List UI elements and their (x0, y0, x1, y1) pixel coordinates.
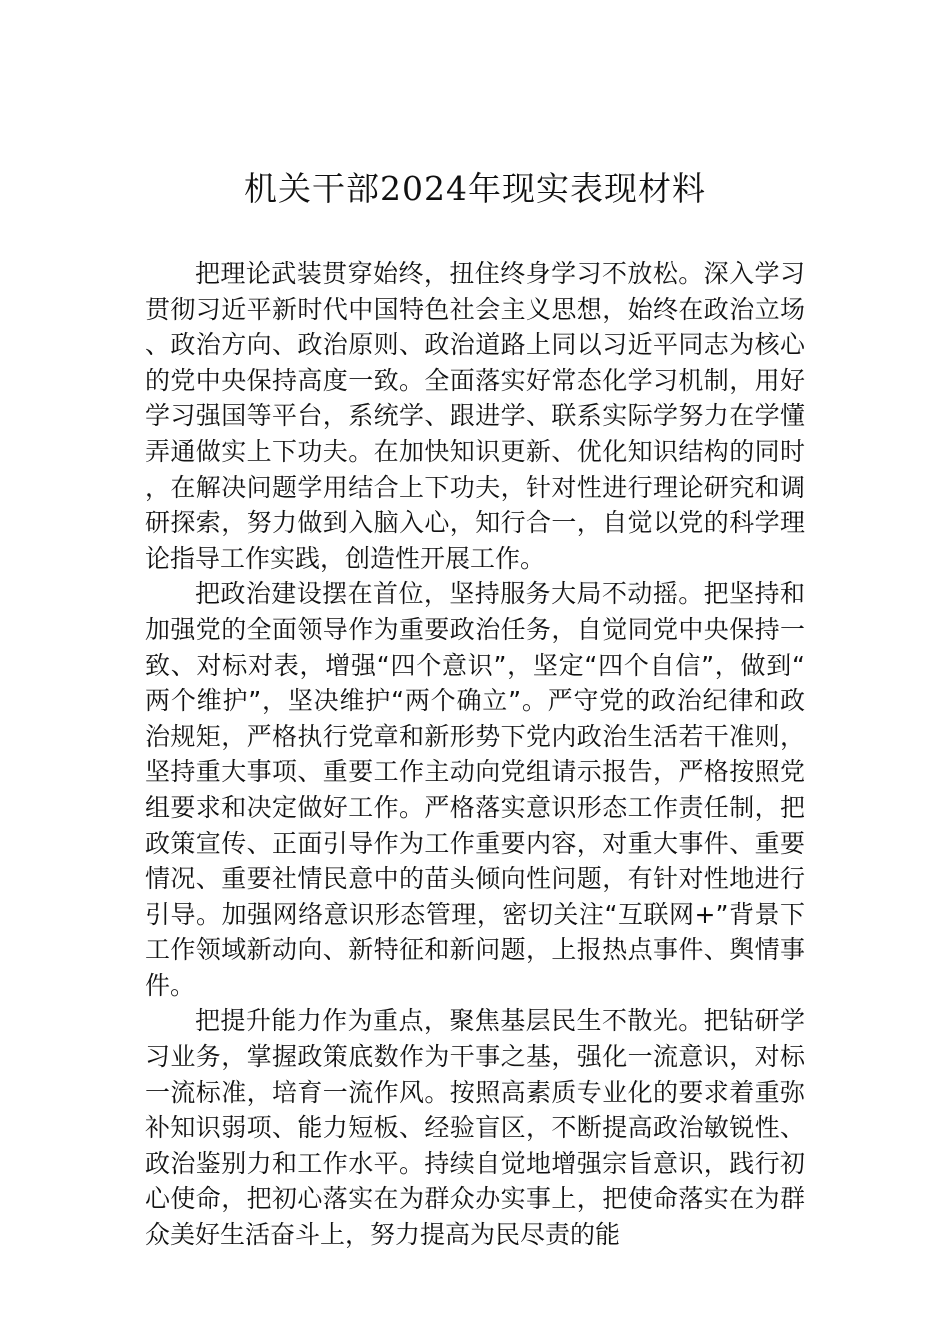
document-body (145, 256, 805, 1253)
paragraph-theory-study: 把理论武装贯穿始终，扭住终身学习不放松。深入学习贯彻习近平新时代中国特色社会主义思想，始终在政治立场、政治方向、政治原则、政治道路上同以习近平同志为核心的党中央保持高度一致。全面落实好常态化学习机制，用好学习强国等平台，系统学、跟进学、联系实际学努力在学懂弄通做实上下功夫。在加快知识更新、优化知识结构的同时，在解决问题学用结合上下功夫，针对性进行理论研究和调研探索，努力做到入脑入心，知行合一，自觉以党的科学理论指导工作实践，创造性开展工作。 (145, 259, 805, 573)
paragraph-capability-improvement: 把提升能力作为重点，聚焦基层民生不散光。把钻研学习业务，掌握政策底数作为干事之基，强化一流意识，对标一流标准，培育一流作风。按照高素质专业化的要求着重弥补知识弱项、能力短板、经验盲区，不断提高政治敏锐性、政治鉴别力和工作水平。持续自觉地增强宗旨意识，践行初心使命，把初心落实在为群众办实事上，把使命落实在为群众美好生活奋斗上，努力提高为民尽责的能 (145, 1006, 805, 1250)
paragraph-political-building: 把政治建设摆在首位，坚持服务大局不动摇。把坚持和加强党的全面领导作为重要政治任务，自觉同党中央保持一致、对标对表，增强“四个意识”，坚定“四个自信”，做到“两个维护”，坚决维护“两个确立”。严守党的政治纪律和政治规矩，严格执行党章和新形势下党内政治生活若干准则，坚持重大事项、重要工作主动向党组请示报告，严格按照党组要求和决定做好工作。严格落实意识形态工作责任制，把政策宣传、正面引导作为工作重要内容，对重大事件、重要情况、重要社情民意中的苗头倾向性问题，有针对性地进行引导。加强网络意识形态管理，密切关注“互联网+”背景下工作领域新动向、新特征和新问题，上报热点事件、舆情事件。 (145, 579, 805, 1000)
document-title: 机关干部2024年现实表现材料 (244, 169, 706, 208)
